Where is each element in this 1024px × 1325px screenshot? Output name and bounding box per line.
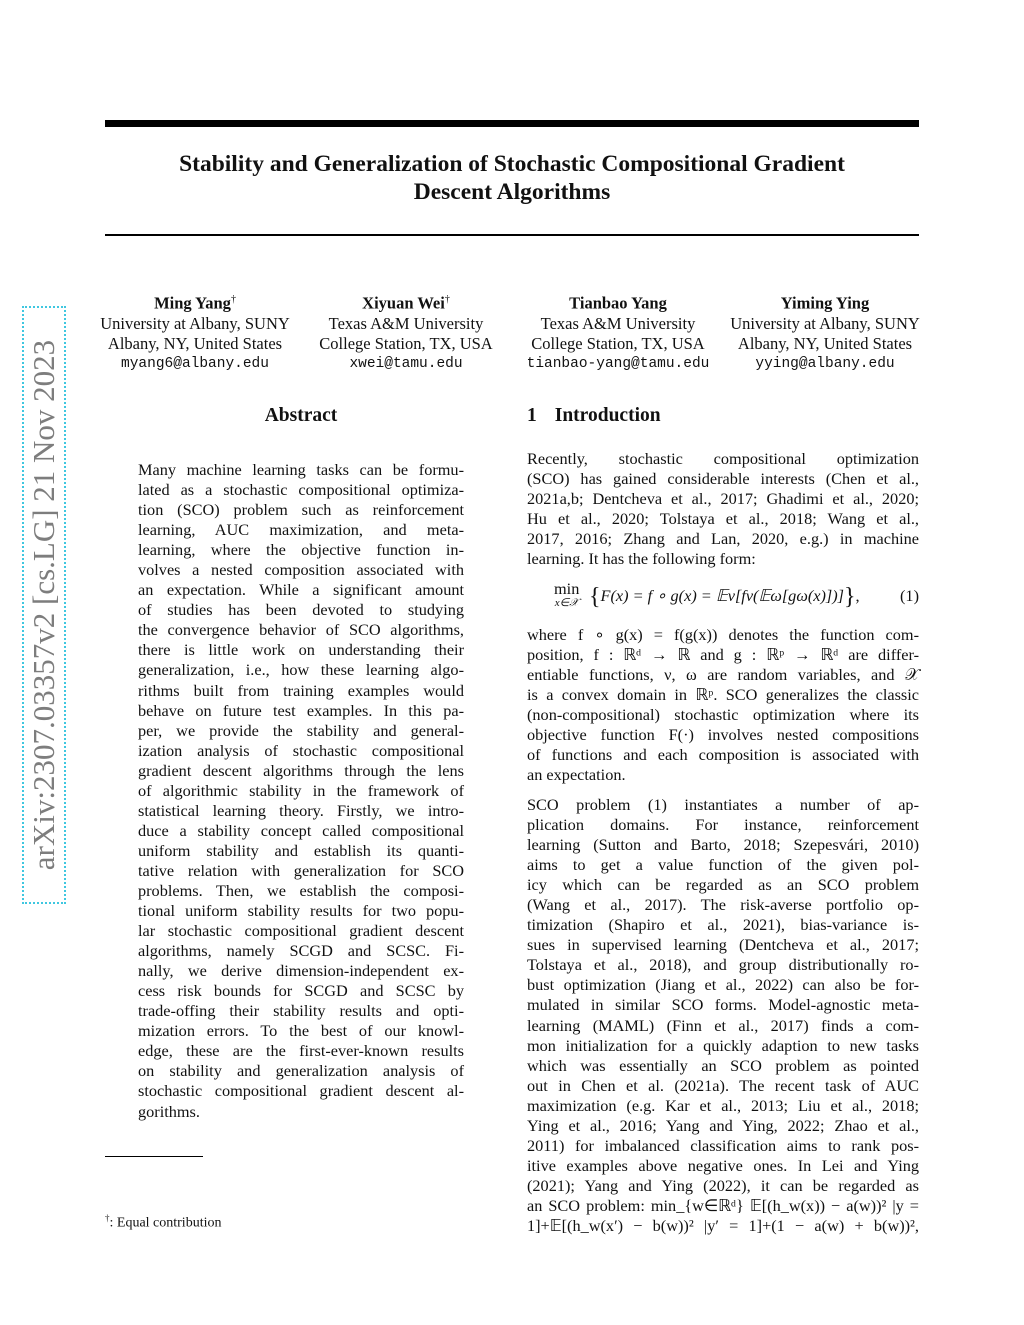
- footnote-text: : Equal contribution: [109, 1215, 222, 1231]
- abstract-line: ization analysis of stochastic compositional: [138, 740, 464, 760]
- text-line[interactable]: timization (Shapiro et al., 2021), bias-variance is-: [527, 915, 919, 935]
- footnote-mark: †: [105, 1213, 110, 1223]
- text-line[interactable]: (2021); Yang and Ying (2022), it can be regarded as: [527, 1175, 919, 1195]
- text-line: mulated in similar SCO forms. Model-agnostic meta-: [527, 995, 919, 1015]
- abstract-line: lated as a stochastic compositional optimiza-: [138, 480, 464, 500]
- text-line: which was essentially an SCO problem as pointed: [527, 1055, 919, 1075]
- text-line[interactable]: Ying et al., 2016; Yang and Ying, 2022; Zhao et al.,: [527, 1115, 919, 1135]
- text-line: objective function F(·) involves nested compositions: [527, 725, 919, 745]
- text-line[interactable]: (Wang et al., 2017). The risk-averse portfolio op-: [527, 895, 919, 915]
- text-line: an SCO problem: min_{w∈ℝᵈ} 𝔼[(h_w(x)) − a(w))² |y =: [527, 1195, 919, 1215]
- author-email[interactable]: yying@albany.edu: [755, 355, 895, 372]
- author-location: Albany, NY, United States: [107, 333, 283, 353]
- equation-body: {F(x) = f ∘ g(x) = 𝔼ν[fν(𝔼ω[gω(x)])]},: [589, 584, 860, 610]
- author-2: [286, 290, 526, 374]
- text-line: icy which can be regarded as an SCO problem: [527, 875, 919, 895]
- abstract-line: on stability and generalization analysis of: [138, 1061, 464, 1081]
- abstract-line: trade-offing their stability results and opti-: [138, 1001, 464, 1021]
- title-rule-top: [105, 120, 919, 127]
- abstract-line: the convergence behavior of SCO algorithms,: [138, 620, 464, 640]
- text-line: aims to get a value function of the given pol-: [527, 855, 919, 875]
- author-affiliation: Texas A&M University: [540, 313, 696, 333]
- author-name: Xiyuan Wei†: [362, 293, 450, 313]
- abstract-line: an expectation. While a significant amount: [138, 580, 464, 600]
- author-location: College Station, TX, USA: [319, 333, 493, 353]
- abstract-line: tion (SCO) problem such as reinforcement: [138, 500, 464, 520]
- section-heading-introduction: [527, 405, 919, 427]
- abstract-line: tional uniform stability results for two popu-: [138, 901, 464, 921]
- abstract-line: there is little work on understanding their: [138, 640, 464, 660]
- text-line: is a convex domain in ℝᵖ. SCO generalizes the classic: [527, 685, 919, 705]
- text-line[interactable]: 2021a,b; Dentcheva et al., 2017; Ghadimi et al., 2020;: [527, 489, 919, 509]
- text-line[interactable]: Hu et al., 2020; Tolstaya et al., 2018; Wang et al.,: [527, 509, 919, 529]
- abstract-line: edge, these are the first-ever-known results: [138, 1041, 464, 1061]
- abstract-line: per, we provide the stability and general-: [138, 720, 464, 740]
- text-line: plication domains. For instance, reinforcement: [527, 815, 919, 835]
- abstract-line: mization errors. To the best of our knowl-: [138, 1021, 464, 1041]
- text-line[interactable]: bust optimization (Jiang et al., 2022) can also be for-: [527, 975, 919, 995]
- text-line: entiable functions, ν, ω are random variables, and 𝒳: [527, 665, 919, 685]
- abstract-line: statistical learning theory. Firstly, we intro-: [138, 800, 464, 820]
- text-line: (non-compositional) stochastic optimization where its: [527, 705, 919, 725]
- abstract-line: stochastic compositional gradient descent al-: [138, 1081, 464, 1101]
- text-line[interactable]: learning (MAML) (Finn et al., 2017) finds a com-: [527, 1015, 919, 1035]
- intro-paragraph-1: [527, 449, 919, 569]
- abstract-line: gorithms.: [138, 1101, 200, 1121]
- author-affiliation: University at Albany, SUNY: [100, 313, 290, 333]
- abstract-line: uniform stability and establish its quanti-: [138, 840, 464, 860]
- abstract-line: of studies has been devoted to studying: [138, 600, 464, 620]
- arxiv-stamp[interactable]: [22, 306, 66, 904]
- text-line[interactable]: maximization (e.g. Kar et al., 2013; Liu et al., 2018;: [527, 1095, 919, 1115]
- text-line: where f ∘ g(x) = f(g(x)) denotes the function com-: [527, 625, 919, 644]
- intro-paragraph-3: [527, 795, 919, 1236]
- text-line: 1]+𝔼[(h_w(x′) − b(w))² |y′ = 1]+(1 − a(w) + b(w))²,: [527, 1215, 919, 1235]
- title-line-1: Stability and Generalization of Stochastic Compositional Gradient: [179, 151, 845, 177]
- abstract-heading: Abstract: [264, 405, 338, 426]
- author-affiliation: Texas A&M University: [328, 313, 484, 333]
- abstract-line: problems. Then, we establish the composi-: [138, 880, 464, 900]
- author-email[interactable]: tianbao-yang@tamu.edu: [526, 355, 710, 372]
- abstract-line: generalization, i.e., how these learning algo-: [138, 660, 464, 680]
- text-line: Recently, stochastic compositional optimization: [527, 449, 919, 468]
- intro-paragraph-2: [527, 625, 919, 785]
- author-affiliation: University at Albany, SUNY: [730, 313, 920, 333]
- text-line[interactable]: sues in supervised learning (Dentcheva et al., 2017;: [527, 935, 919, 955]
- author-location: College Station, TX, USA: [531, 333, 705, 353]
- abstract-line: learning, where the objective function in-: [138, 540, 464, 560]
- footnote-rule: [105, 1156, 203, 1157]
- equation-number: (1): [900, 586, 919, 605]
- author-location: Albany, NY, United States: [737, 333, 913, 353]
- section-title: Introduction: [554, 405, 661, 426]
- equation-subscript: x∈𝒳: [554, 597, 579, 609]
- text-line[interactable]: itive examples above negative ones. In Lei and Ying: [527, 1155, 919, 1175]
- paper-title: [105, 150, 919, 206]
- abstract-line: lar stochastic compositional gradient descent: [138, 921, 464, 941]
- text-line[interactable]: SCO problem (1) instantiates a number of ap-: [527, 795, 919, 814]
- text-line[interactable]: (SCO) has gained considerable interests (Chen et al.,: [527, 469, 919, 489]
- author-name: Ming Yang†: [154, 293, 236, 313]
- text-line[interactable]: 2011) for imbalanced classification aims to rank pos-: [527, 1135, 919, 1155]
- text-line[interactable]: Tolstaya et al., 2018), and group distributionally ro-: [527, 955, 919, 975]
- abstract-line: rithms built from training examples would: [138, 680, 464, 700]
- text-line: position, f : ℝᵈ → ℝ and g : ℝᵖ → ℝᵈ are differ-: [527, 645, 919, 665]
- text-line[interactable]: out in Chen et al. (2021a). The recent task of AUC: [527, 1075, 919, 1095]
- abstract-text: [138, 460, 464, 1122]
- abstract-line: tative relation with generalization for SCO: [138, 860, 464, 880]
- author-1: [75, 290, 315, 374]
- author-name: Tianbao Yang: [569, 293, 667, 313]
- abstract-line: volves a nested composition associated with: [138, 560, 464, 580]
- abstract-line: gradient descent algorithms through the lens: [138, 760, 464, 780]
- text-line[interactable]: 2017, 2016; Zhang and Lan, 2020, e.g.) in machine: [527, 529, 919, 549]
- text-line: mon initialization for a quickly adaption to new tasks: [527, 1035, 919, 1055]
- author-email[interactable]: myang6@albany.edu: [121, 355, 269, 372]
- author-email[interactable]: xwei@tamu.edu: [349, 355, 463, 372]
- title-line-2: Descent Algorithms: [413, 179, 611, 205]
- abstract-line: nally, we derive dimension-independent ex-: [138, 961, 464, 981]
- text-line[interactable]: learning (Sutton and Barto, 2018; Szepesvári, 2010): [527, 835, 919, 855]
- abstract-line: duce a stability concept called compositional: [138, 820, 464, 840]
- equation-1: [527, 580, 919, 614]
- abstract-line: cess risk bounds for SCGD and SCSC by: [138, 981, 464, 1001]
- equation-min: min x∈𝒳: [554, 579, 580, 609]
- author-name: Yiming Ying: [780, 293, 870, 313]
- abstract-line: learning, AUC maximization, and meta-: [138, 520, 464, 540]
- text-line: an expectation.: [527, 765, 626, 785]
- footnote: [105, 1213, 221, 1232]
- author-4: [705, 290, 945, 374]
- text-line: of functions and each composition is associated with: [527, 745, 919, 765]
- title-rule-bottom: [105, 234, 919, 236]
- arxiv-id[interactable]: arXiv:2307.03357v2 [cs.LG] 21 Nov 2023: [26, 339, 61, 871]
- abstract-line: behave on future test examples. In this pa-: [138, 700, 464, 720]
- author-3: [498, 290, 738, 374]
- section-number: 1: [527, 405, 537, 426]
- text-line: learning. It has the following form:: [527, 549, 756, 569]
- abstract-line: algorithms, namely SCGD and SCSC. Fi-: [138, 941, 464, 961]
- abstract-line: of algorithmic stability in the framework of: [138, 780, 464, 800]
- abstract-line: Many machine learning tasks can be formu-: [138, 460, 464, 479]
